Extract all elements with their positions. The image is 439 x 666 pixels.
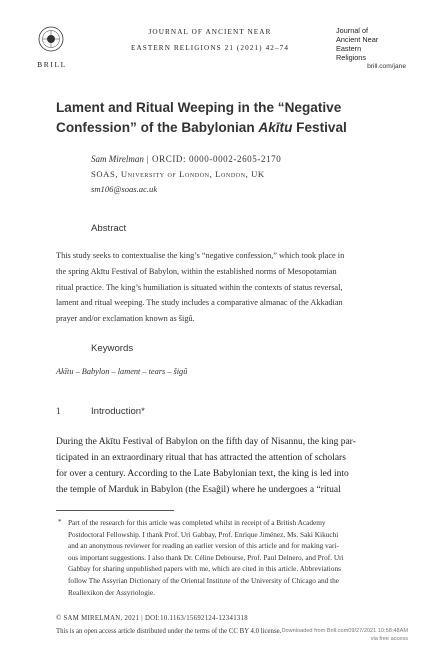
author-name: Sam Mirelman (91, 154, 144, 164)
footnote-line: Postdoctoral Fellowship. I thank Prof. Uri Gabbay, Prof. Enrique Jiménez, Ms. Saki Kikuchi (68, 529, 339, 539)
footnote-divider (56, 510, 174, 511)
journal-name-box (336, 26, 378, 62)
section-number: 1 (56, 407, 61, 417)
footnote-line: ous important suggestions. I also thank Dr. Céline Debourse, Prof. Paul Delnero, and Prof. Uri (68, 552, 344, 562)
abstract-line: This study seeks to contextualise the king’s “negative confession,” which took place in (56, 251, 345, 260)
download-stamp (248, 627, 408, 643)
footnote-line: Part of the research for this article was completed whilst in receipt of a British Academy (68, 518, 326, 527)
abstract-heading: Abstract (91, 223, 127, 234)
journal-box-line: Ancient Near (336, 35, 379, 44)
footnote-body (68, 517, 388, 598)
orcid[interactable]: | ORCID: 0000-0002-2605-2170 (143, 154, 282, 164)
footnote-line: Gabbay for sharing unpublished papers with me, which are cited in this article. Abbreviations (68, 564, 341, 574)
brill-seal-logo (38, 26, 64, 52)
intro-line: the temple of Marduk in Babylon (the Esaĝil) where he undergoes a “ritual (56, 485, 341, 496)
intro-line: ticipated in an extraordinary ritual that has attracted the attention of scholars (56, 453, 346, 464)
intro-line: for over a century. According to the Late Babylonian text, the king is led into (56, 469, 349, 480)
author-email-link[interactable]: sm106@soas.ac.uk (91, 184, 158, 194)
author-line (91, 154, 281, 164)
journal-header-line2: EASTERN RELIGIONS 21 (2021) 42–74 (130, 44, 290, 52)
abstract-line: lament and ritual weeping. The study includes a comparative almanac of the Akkadian (56, 298, 343, 308)
section-title: Introduction* (91, 406, 145, 417)
keywords-heading: Keywords (91, 343, 134, 354)
copyright-doi: © SAM MIRELMAN, 2021 | DOI:10.1163/15692124-12341318 (56, 615, 248, 622)
title-part2: Festival (292, 120, 347, 135)
publisher-name: BRILL (37, 60, 67, 69)
title-part1: Lament and Ritual Weeping in the “Negative Confession” of the Babylonian (56, 100, 342, 135)
footnote-mark: * (58, 518, 62, 526)
journal-header-line1: JOURNAL OF ANCIENT NEAR (148, 28, 272, 36)
journal-url-link[interactable]: brill.com/jane (367, 63, 406, 70)
open-access-notice: This is an open access article distributed under the terms of the CC BY 4.0 license. (56, 628, 282, 635)
abstract-line: the spring Akītu Festival of Babylon, within the established norms of Mesopotamian (56, 266, 337, 276)
intro-body (56, 434, 388, 498)
footnote-line: follow The Assyrian Dictionary of the Oriental Institute of the University of Chicago and the (68, 575, 340, 585)
title-italic: Akītu (258, 120, 293, 135)
article-title (56, 98, 396, 138)
author-affiliation: SOAS, University of London, London, UK (91, 169, 265, 179)
abstract-body (56, 248, 388, 327)
footnote-line: and an anonymous reviewer for reading an earlier version of this article and for making vari- (68, 541, 339, 551)
journal-box-line: Journal of (336, 26, 369, 35)
intro-line: During the Akītu Festival of Babylon on the fifth day of Nisannu, the king par- (56, 437, 356, 447)
keywords-list: Akītu – Babylon – lament – tears – šigû (56, 367, 188, 376)
journal-box-line: Religions (336, 53, 367, 62)
abstract-line: prayer and/or exclamation known as šigû. (56, 314, 195, 324)
footnote-line: Reallexikon der Assyriologie. (68, 587, 155, 597)
download-line: Downloaded from Brill.com09/27/2021 10:58:48AM (281, 628, 408, 634)
journal-box-line: Eastern (336, 44, 362, 53)
abstract-line: ritual practice. The king’s humiliation is situated within the contexts of status reversal, (56, 282, 343, 292)
download-line: via free access (370, 636, 408, 642)
